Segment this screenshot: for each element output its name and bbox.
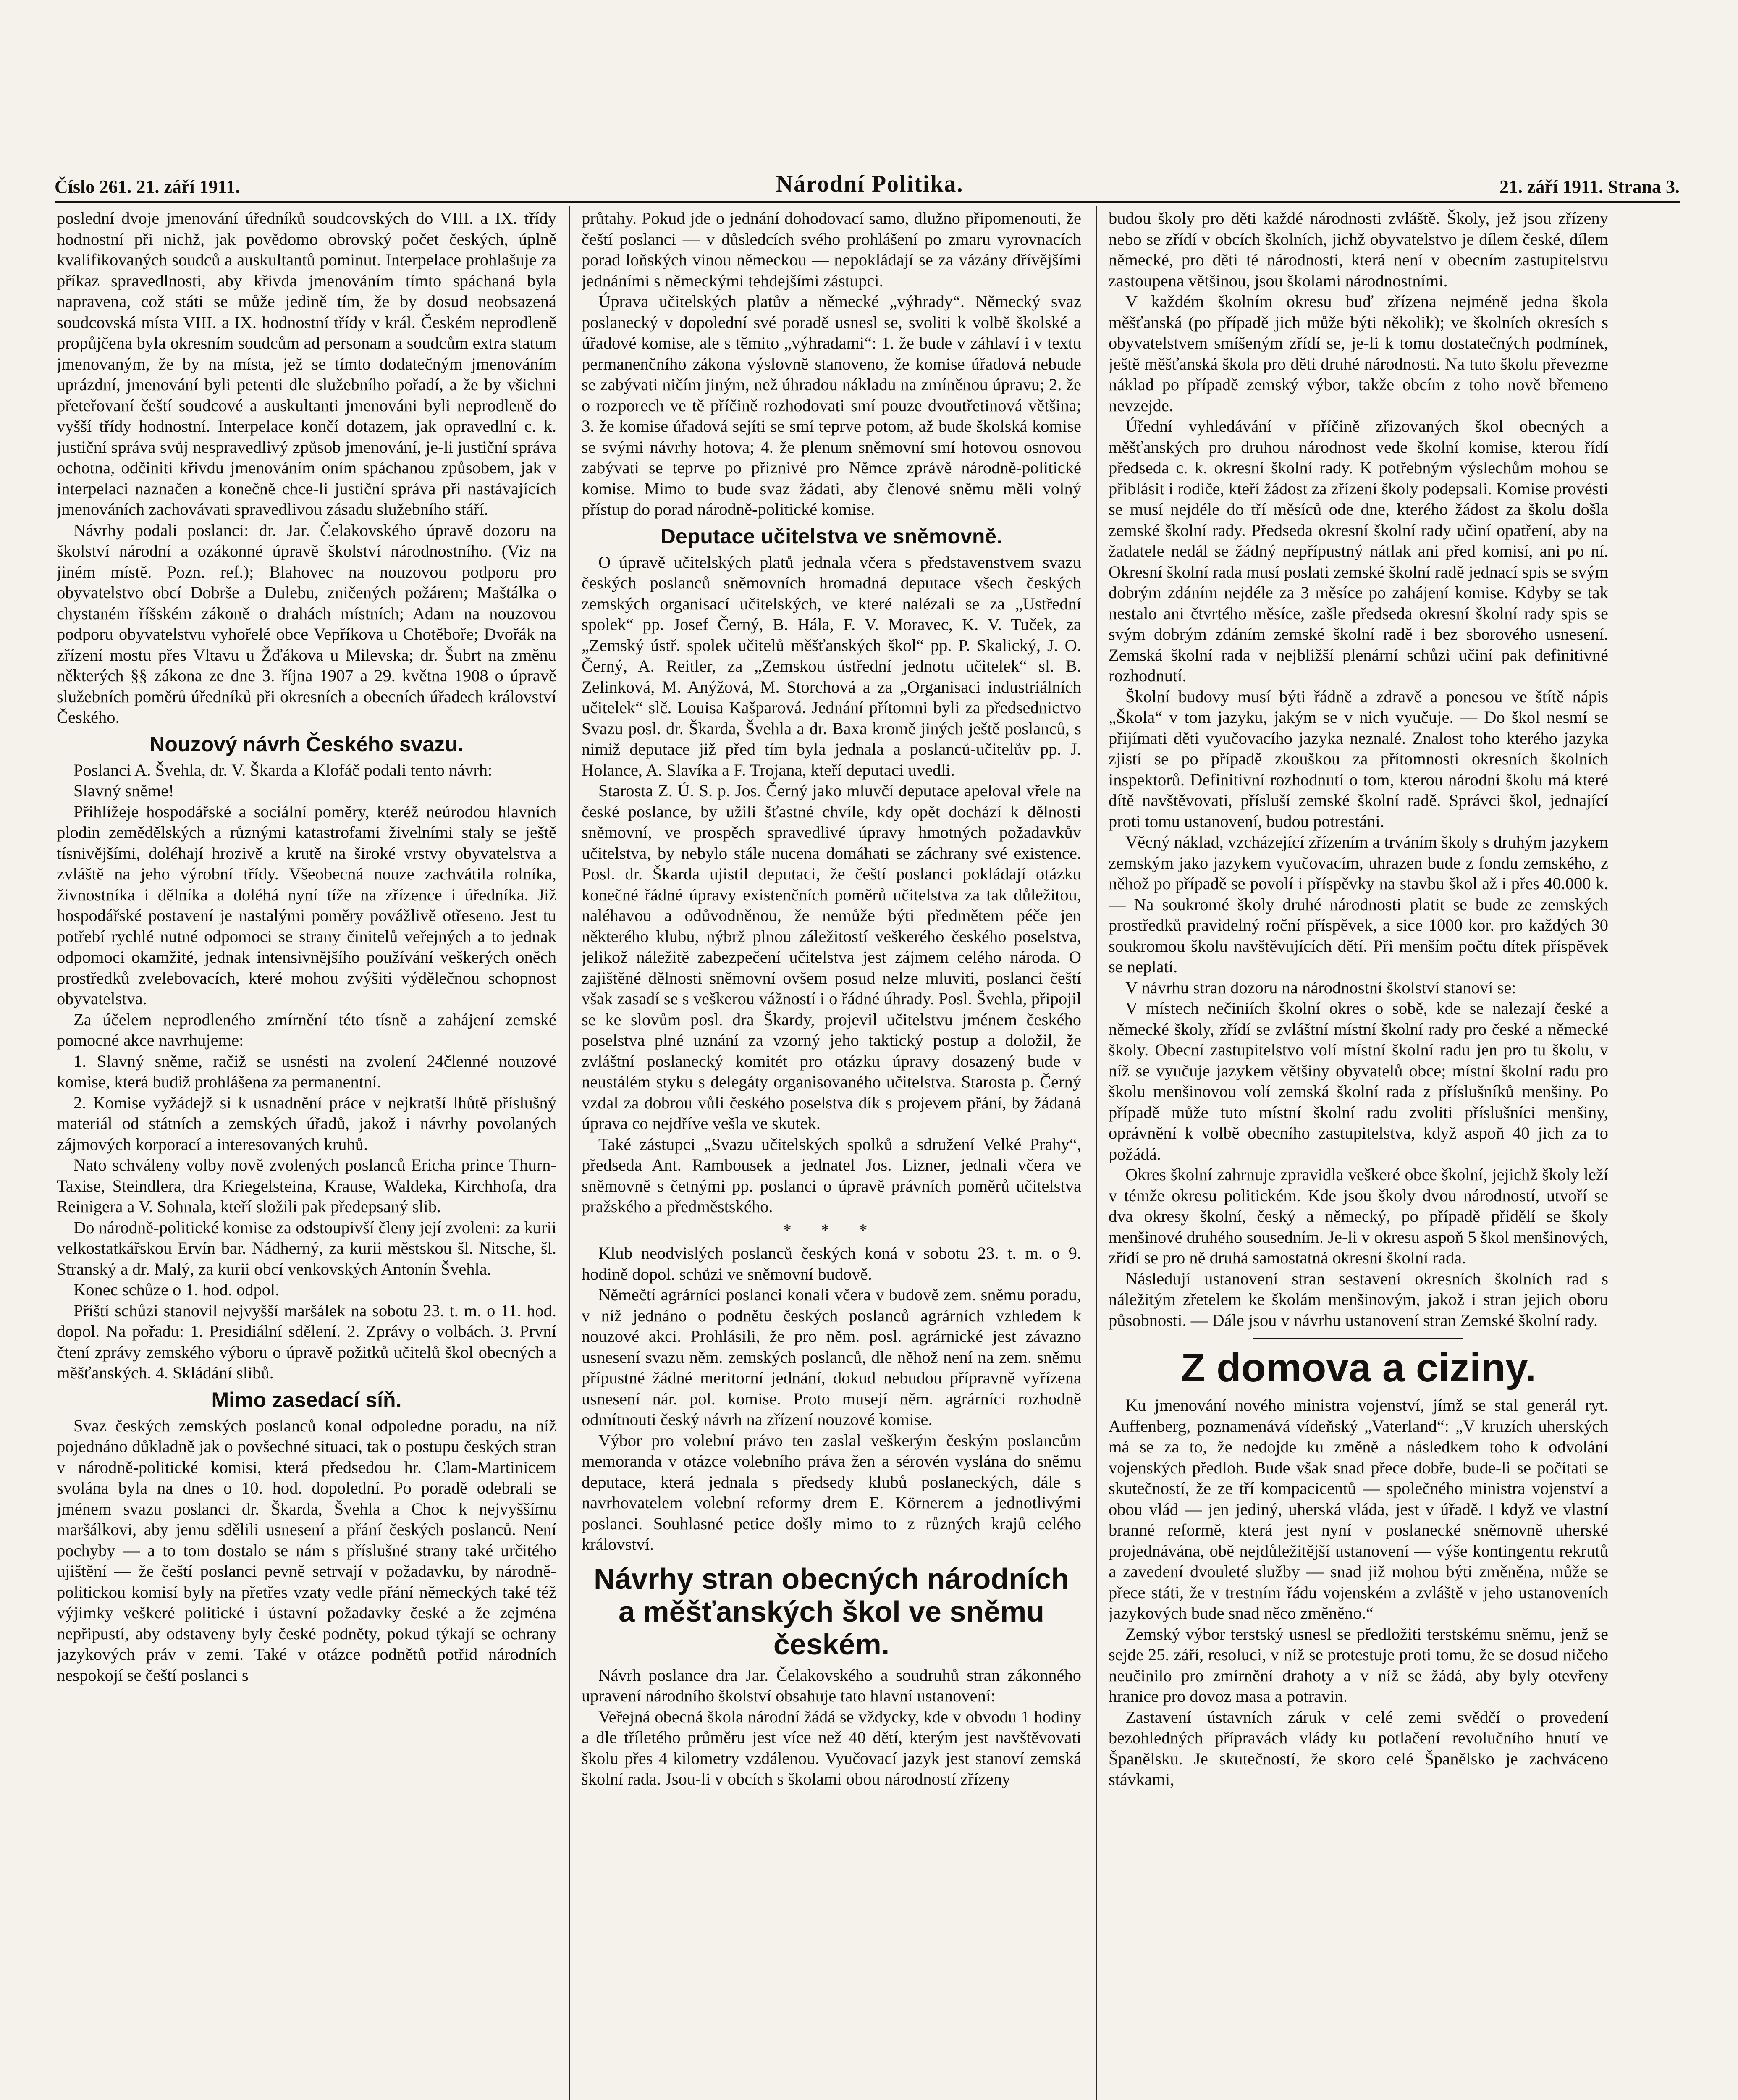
article-paragraph: průtahy. Pokud jde o jednání dohodovací samo, dlužno připomenouti, že čeští poslanci — v důsledcích svého prohlášení po zmaru vyrovnacích porad loňských vinou německou — nepokládají se za vázány dřívějšími jednáními s německými tehdejšími zástupci.: [582, 209, 1081, 290]
article-paragraph: budou školy pro děti každé národnosti zvláště. Školy, jež jsou zřízeny nebo se zřídí v obcích školních, jichž obyvatelstvo je dílem české, dílem německé, pro děti té národnosti, která není v obecním zastupitelstvu zastoupena většinou, jsou školami národnostními.: [1109, 209, 1608, 290]
article-paragraph: Ku jmenování nového ministra vojenství, jímž se stal generál ryt. Auffenberg, poznamenává vídeňský „Vaterland“: „V kruzích uherských má se za to, že nedojde ku změně a následkem toho k odvolání vojenských předloh. Bude však snad přece dobře, bude-li se počítati se skutečností, že ze tří kompacicentů — společného ministra vojenství a obou vlád — jen jediný, uherská vláda, jest v úřadě. I když ve vlastní branné reformě, která jest nyní v poslanecké sněmovně uherské projednávána, obě nejdůležitější ustanovení — výše kontingentu rekrutů a zavedení dvouleté služby — snad již mohou býti změněna, může se přece státi, že v trestním řádu vojenském a zvláště v jeho ustanoveních jazykových bude snad něco změněno.“: [1109, 1396, 1608, 1622]
article-paragraph: Zastavení ústavních záruk v celé zemi svědčí o provedení bezohledných přípravách vlády ku potlačení revolučního hnutí ve Španělsku. Je skutečností, že skoro celé Španělsko je zachváceno stávkami,: [1109, 1707, 1608, 1789]
article-paragraph: Školní budovy musí býti řádně a zdravě a ponesou ve štítě nápis „Škola“ v tom jazyku, jakým se v nich vyučuje. — Do škol nesmí se přijímati děti vyučovacího jazyka neznalé. Znalost toho kterého jazyka zjistí se po případě zkouškou za přítomnosti okresních školních inspektorů. Definitivní rozhodnutí o tom, kterou národní školu má které dítě navštěvovati, přísluší zemské školní radě. Správci škol, jednající proti tomu ustanovení, budou potrestáni.: [1109, 687, 1608, 831]
section-title: Z domova a ciziny.: [1180, 1345, 1536, 1390]
article-paragraph: Klub neodvislých poslanců českých koná v sobotu 23. t. m. o 9. hodině dopol. schůzi ve sněmovní budově.: [582, 1244, 1081, 1284]
article-paragraph: Příští schůzi stanovil nejvyšší maršálek na sobotu 23. t. m. o 11. hod. dopol. Na pořadu: 1. Presidiální sdělení. 2. Zprávy o volbách. 3. První čtení zprávy zemského výboru o úpravě požitků učitelů škol obecných a měšťanských. 4. Skládání slibů.: [57, 1301, 556, 1382]
column-divider: [569, 206, 570, 2100]
article-paragraph: Svaz českých zemských poslanců konal odpoledne poradu, na níž pojednáno důkladně jak o povšechné situaci, tak o postupu českých stran v národně-politické komisi, která předsedou hr. Clam-Martinicem svolána byla na dnes o 10. hod. dopolední. Po poradě odebrali se jménem svazu poslanci dr. Škarda, Švehla a Choc k nejvyššímu maršálkovi, aby jemu sdělili usnesení a přání českých poslanců. Není pochyby — a to tom dostalo se nám s příslušné strany také určitého ujištění — že čeští poslanci pevně setrvají v požadavku, by národně-politickou komisí byly na přetřes vzaty vedle přání německých také též výjimky veškeré politické i ústavní požadavky české a že zejména nepřipustí, aby odstaveny byly české podněty, pokud týkají se ochrany jazykových práv v zemi. Také v otázce podnětů potřid národních nespokojí se čeští poslanci s: [57, 1416, 556, 1685]
section-heading: Deputace učitelstva ve sněmovně.: [660, 524, 1003, 548]
article-paragraph: Výbor pro volební právo ten zaslal veškerým českým poslancům memoranda v otázce volebního práva žen a sérovén vyslána do sněmu deputace, která jednala s předsedy klubů poslaneckých, dále s navrhovatelem volební reformy drem E. Körnerem a jednotlivými poslanci. Souhlasné petice došly mimo to z různých krajů celého království.: [582, 1431, 1081, 1554]
article-paragraph: 1. Slavný sněme, račiž se usnésti na zvolení 24členné nouzové komise, která budiž prohlášena za permanentní.: [57, 1051, 556, 1091]
column-3: [1109, 208, 1608, 2100]
article-paragraph: Konec schůze o 1. hod. odpol.: [73, 1280, 280, 1299]
article-paragraph: Za účelem neprodleného zmírnění této tísně a zahájení zemské pomocné akce navrhujeme:: [57, 1010, 556, 1050]
article-paragraph: V návrhu stran dozoru na národnostní školství stanoví se:: [1125, 978, 1516, 997]
article-paragraph: Poslanci A. Švehla, dr. V. Škarda a Klofáč podali tento návrh:: [73, 760, 493, 780]
article-paragraph: Úřední vyhledávání v příčině zřizovaných škol obecných a měšťanských pro druhou národnost vede školní komise, kterou řídí předseda c. k. okresní školní rady. K potřebným výslechům mohou se přiblásit i rodiče, kteří žádost za zřízení školy podepsali. Komise provésti se musí nejdéle do tří měsíců ode dne, kterého žádost za školu došla zemské školní rady. Předseda okresní školní rady učiní opatření, aby na žadatele nedál se žádný nepřípustný nátlak ani před komisí, ani po ní. Okresní školní rada musí poslati zemské školní radě jednací spis se svým dobrým zdáním nejdéle za 3 měsíce po zahájení komise. Kdyby se tak nestalo ani čtvrtého měsíce, zašle předseda okresní školní rady spis se svým dobrým zdáním zemské školní radě i bez sborového usnesení. Zemská školní rada v nejbližší plenární schůzi učiní pak definitivné rozhodnutí.: [1109, 417, 1608, 685]
article-paragraph: Věcný náklad, vzcházející zřízením a trváním školy s druhým jazykem zemským jako jazykem vyučovacím, uhrazen bude z fondu zemského, z něhož po případě se povolí i příspěvky na stavbu škol až i přes 40.000 k. — Na soukromé školy druhé národnosti platit se bude ze zemských prostředků pravidelný roční příspěvek, a sice 1000 kor. pro každých 30 soukromou školu navštěvujících dětí. Při menším počtu dítek příspěvek se neplatí.: [1109, 832, 1608, 976]
section-heading: Mimo zasedací síň.: [211, 1388, 402, 1412]
section-heading: Návrhy stran obecných národních a měšťanských škol ve sněmu českém.: [594, 1562, 1069, 1661]
article-paragraph: Nato schváleny volby nově zvolených poslanců Ericha prince Thurn-Taxise, Steindlera, dra Kriegelsteina, Krause, Waldeka, Kirchhofa, dra Reinigera a V. Sohnala, kteří složili pak předepsaný slib.: [57, 1155, 556, 1216]
column-divider: [1096, 206, 1097, 2100]
article-paragraph: V místech nečiniích školní okres o sobě, kde se nalezají české a německé školy, zřídí se zvláštní místní školní rady pro české a německé školy. Obecní zastupitelstvo volí místní školní radu jen pro tu školu, v níž se vyučuje jazykem většiny obyvatelů obce; místní školní radu pro školu menšinovou volí zemská školní rada z příslušníků menšiny. Po případě může tuto místní školní radu zvoliti příslušníci menšiny, oprávnění k volbě obecního zastupitelstva, když aspoň 40 jich za to požádá.: [1109, 999, 1608, 1163]
issue-date-left: Číslo 261. 21. září 1911.: [55, 176, 240, 197]
separator-stars: * * *: [783, 1220, 880, 1239]
article-paragraph: Slavný sněme!: [73, 781, 174, 800]
newspaper-title: Národní Politika.: [776, 171, 964, 197]
article-paragraph: Zemský výbor terstský usnesl se předložiti terstskému sněmu, jenž se sejde 25. září, resoluci, v níž se protestuje proti tomu, že se dosud ničeho neučinilo pro zmírnění drahoty a v níž se žádá, aby byly otevřeny hranice pro dovoz masa a potravin.: [1109, 1624, 1608, 1706]
article-paragraph: Starosta Z. Ú. S. p. Jos. Černý jako mluvčí deputace apeloval vřele na české poslance, by užili šťastné chvíle, kdy opět dochází k dělnosti sněmovní, ve prospěch spravedlivé úpravy hmotných požadavkův učitelstva, by nebylo stále nucena domáhati se záchrany své existence. Posl. dr. Škarda ujistil deputaci, že čeští poslanci pokládají otázku konečné řádné úpravy existenčních poměrů učitelstva za tak důležitou, naléhavou a odůvodněnou, že nemůže býti předmětem péče jen některého klubu, nýbrž plnou záležitostí veškerého českého poselstva, jelikož náležitě zabezpečení učitelstva jest zájmem celého národa. O zajištěné dělnosti sněmovní ovšem posud nelze mluviti, poslanci čeští však zasadí se s veškerou vážností i o řádné úhrady. Posl. Švehla, připojil se ke slovům posl. dra Škardy, projevil učitelstvu jménem českého poselstva plné uznání za vzorný jeho taktický postup a doložil, že zvláštní poslanecký komitét pro otázku úpravy dosazený bude v neustálém styku s delegáty organisovaného učitelstva. Starosta p. Černý vzdal za dobrou vůli českého poselstva dík s projevem přání, by žádaná úprava co nejdříve vešla ve skutek.: [582, 781, 1081, 1133]
article-paragraph: Do národně-politické komise za odstoupivší členy její zvoleni: za kurii velkostatkářskou Ervín bar. Nádherný, za kurii městskou šl. Nitsche, šl. Stranský a dr. Malý, za kurii obcí venkovských Antonín Švehla.: [57, 1218, 556, 1278]
header-rule: [55, 201, 1680, 203]
article-paragraph: 2. Komise vyžádejž si k usnadnění práce v nejkratší lhůtě příslušný materiál od státních a zemských úřadů, jakož i návrhy povolaných zájmových korporací a interesovaných kruhů.: [57, 1093, 556, 1154]
masthead: [55, 168, 1680, 197]
article-paragraph: Následují ustanovení stran sestavení okresních školních rad s náležitým zřetelem ke školám menšinovým, jakož i stran jejich oboru působnosti. — Dále jsou v návrhu ustanovení stran Zemské školní rady.: [1109, 1269, 1608, 1330]
page-number-right: 21. září 1911. Strana 3.: [1499, 176, 1680, 197]
article-paragraph: Veřejná obecná škola národní žádá se vždycky, kde v obvodu 1 hodiny a dle tříletého průměru jest více než 40 dětí, kterým jest navštěvovati školu přes 4 kilometry vzdálenou. Vyučovací jazyk jest stanoví zemská školní rada. Jsou-li v obcích s školami obou národností zřízeny: [582, 1707, 1081, 1788]
article-paragraph: Návrh poslance dra Jar. Čelakovského a soudruhů stran zákonného upravení národního školství obsahuje tato hlavní ustanovení:: [582, 1665, 1081, 1705]
article-paragraph: poslední dvoje jmenování úředníků soudcovských do VIII. a IX. třídy hodnostní při nichž, jak povědomo obrovský počet českých, úplně kvalifikovaných soudců a auskultantů pominut. Interpelace prohlašuje za příkaz spravedlnosti, aby křivda jmenováním tímto spáchaná byla napravena, což státi se může jedině tím, že by dosud neobsazená soudcovská místa VIII. a IX. hodnostní třídy v král. Českém neprodleně propůjčena byla okresním soudcům ad personam a soudcům extra statum jmenovaným, že by na místa, jež se tímto dodatečným jmenováním uprázdní, jmenování byli petenti dle služebního pořadí, a že by všichni přeteřovaní čeští soudcové a auskultanti jmenováni byli neprodleně do vyšší třídy hodnostní. Interpelace končí dotazem, jak opravedlní c. k. justiční správa svůj nespravedlivý způsob jmenování, je-li justiční správa ochotna, odčiniti křivdu jmenováním oním spáchanou způsobem, jak v interpelaci naznačen a konečně chce-li justiční správa při nastávajících jmenováních zachovávati spravedlivou zásadu služebního stáří.: [57, 209, 556, 519]
section-heading: Nouzový návrh Českého svazu.: [149, 732, 464, 756]
article-paragraph: Návrhy podali poslanci: dr. Jar. Čelakovského úpravě dozoru na školství národní a ozákonné úpravě školství národnostního. (Viz na jiném místě. Pozn. ref.); Blahovec na nouzovou podporu pro obyvatelstvo obcí Dobrše a Dulebu, zničených požárem; Maštálka o chystaném říšském zákoně o drahách místních; Adam na nouzovou podporu obyvatelstvu vyhořelé obce Vepříkova u Chotěboře; Dvořák na zřízení mostu přes Vltavu u Žďákova u Milevska; dr. Šubrt na změnu některých §§ zákona ze dne 3. října 1907 a 29. května 1908 o úpravě služebních poměrů úředníků při okresních a obecních úřadech království Českého.: [57, 520, 556, 727]
article-paragraph: Úprava učitelských platův a německé „výhrady“. Německý svaz poslanecký v dopolední své poradě usnesl se, svoliti k volbě školské a úřadové komise, ale s těmito „výhradami“: 1. že bude v záhlaví i v textu permanenčního zákona výslovně stanoveno, že komise úřadová nebude se zabývati ničím jiným, než úhradou nákladu na zmíněnou úpravu; 2. že o rozporech ve tě příčině rozhodovati smí pouze dvoutřetinová většina; 3. že komise úřadová sejíti se smí teprve potom, až bude školská komise se svými návrhy hotova; 4. že plenum sněmovní smí hotovou osnovou zabývati se teprve po přiznivé pro Němce zprávě národně-politické komise. Mimo to bude svaz žádati, aby členové sněmu měli volný přístup do porad národně-politické komise.: [582, 292, 1081, 519]
column-2: [582, 208, 1081, 2100]
article-paragraph: V každém školním okresu buď zřízena nejméně jedna škola měšťanská (po případě jich může býti několik); ve školních okresích s obyvatelstvem smíšeným zřídí se, je-li k tomu dostatečných podmínek, ještě měšťanská škola pro děti druhé národnosti. Na tuto školu převezme náklad po případě zemský výbor, takže obcím z toho nově břemeno nevzejde.: [1109, 292, 1608, 415]
article-paragraph: Němečtí agrárníci poslanci konali včera v budově zem. sněmu poradu, v níž jednáno o podnětu českých poslanců agrárních vzhledem k nouzové akci. Prohlásili, že pro něm. posl. agrárnické jest závazno usnesení svazu něm. zemských poslanců, dle něhož není na zem. sněmu přípustné žádné meritorní jednání, dokud nebudou přípravně vyřízena usnesení nár. pol. komise. Proto musejí něm. agrárníci rozhodně odmítnouti český návrh na zřízení nouzové komise.: [582, 1285, 1081, 1429]
article-paragraph: O úpravě učitelských platů jednala včera s představenstvem svazu českých poslanců sněmovních hromadná deputace všech českých zemských organisací učitelských, ve které nalézali se za „Ustřední spolek“ pp. Josef Černý, B. Hála, F. V. Moravec, K. V. Tuček, za „Zemský ústř. spolek učitelů měšťanských škol“ pp. P. Skalický, J. O. Černý, A. Reitler, za „Zemskou ústřední jednotu učitelek“ sl. B. Zelinková, M. Anýžová, M. Storchová a za „Organisaci industriálních učitelek“ slč. Louisa Kašparová. Jednání přítomni byli za předsednictvo Svazu posl. dr. Škarda, Švehla a dr. Baxa kromě jiných ještě poslanců, s nimiž deputace již před tím byla jednala a poslanců-učitelův pp. J. Holance, A. Slavíka a F. Trojana, kteří deputaci uvedli.: [582, 552, 1081, 780]
separator-rule: [1253, 1338, 1463, 1339]
article-paragraph: Také zástupci „Svazu učitelských spolků a sdružení Velké Prahy“, předseda Ant. Rambousek a jednatel Jos. Lizner, jednali včera ve sněmovně s četnými pp. poslanci o úpravě právních poměrů učitelstva pražského a předměstského.: [582, 1134, 1081, 1216]
article-paragraph: Přihlížeje hospodářské a sociální poměry, kteréž neúrodou hlavních plodin zemědělských a různými katastrofami živelními staly se ještě tísnivějšími, doléhají hrozivě a krutě na široké vrstvy obyvatelstva a zvláště na jeho výrobní třídy. Všeobecná nouze zachvátila rolníka, živnostníka i dělníka a doléhá nyní tíže na zřízence i úředníka. Již hospodářské postavení je nastalými poměry povážlivě otřeseno. Jest tu potřebí rychlé nutné odpomoci se strany činitelů veřejných a to jednak odpomoci okamžité, jednak intensivnějšího používání veškerých oněch prostředků zvelebovacích, které mohou zvýšiti výdělečnou schopnost obyvatelstva.: [57, 802, 556, 1008]
article-paragraph: Okres školní zahrnuje zpravidla veškeré obce školní, jejichž školy leží v témže okresu politickém. Kde jsou školy dvou národností, utvoří se dva okresy školní, český a německý, po případě přidělí se školy menšinové druhého sousedním. Je-li v okresu aspoň 5 škol menšinových, zřídí se pro ně druhá samostatná okresní školní rada.: [1109, 1165, 1608, 1267]
column-1: [57, 208, 556, 2100]
